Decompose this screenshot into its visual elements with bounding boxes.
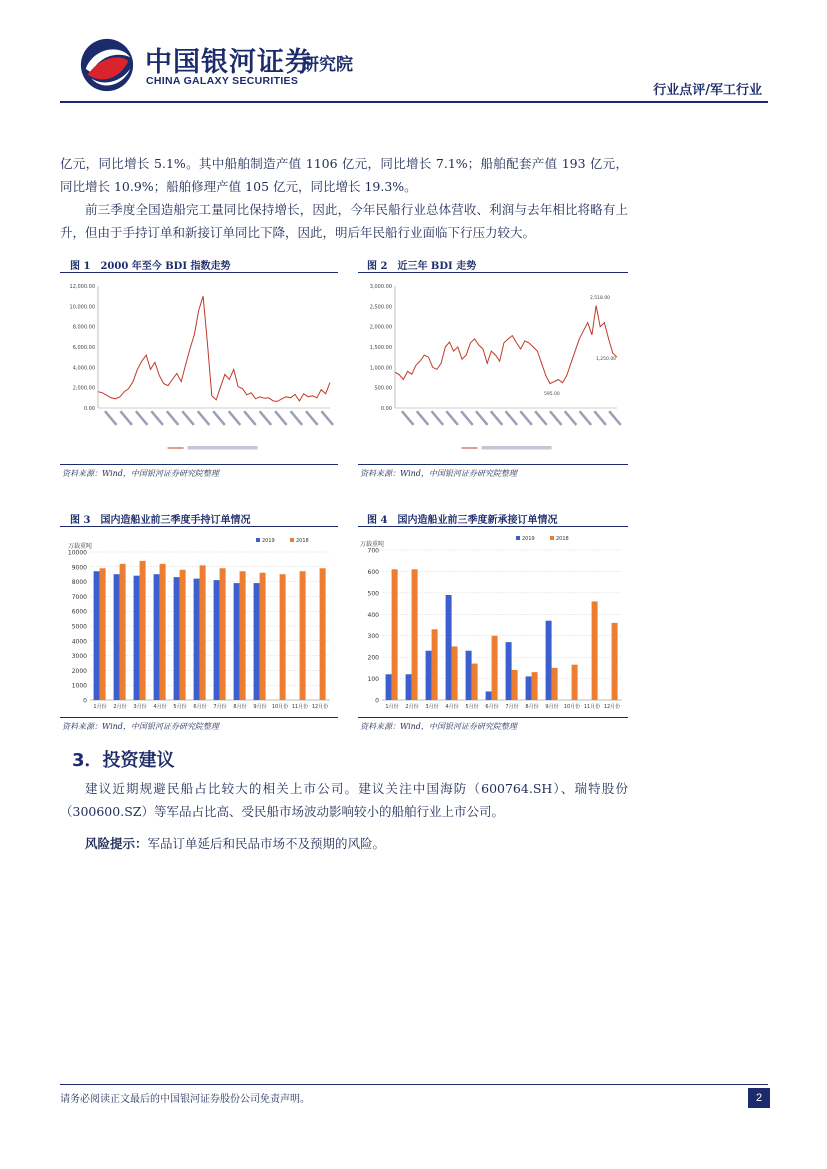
bar-2018 — [180, 570, 186, 700]
risk-text: 军品订单延后和民品市场不及预期的风险。 — [147, 836, 386, 851]
bar-2018 — [532, 672, 538, 700]
x-tick-label: 8月份 — [233, 704, 247, 710]
bar-2018 — [220, 568, 226, 700]
x-tick-label: 12月份 — [311, 704, 329, 710]
y-tick-label: 2000 — [71, 667, 87, 675]
x-tick-label: 5月份 — [465, 704, 479, 710]
legend-label: 2019 — [522, 536, 535, 542]
bar-2018 — [240, 571, 246, 700]
x-tick-label: 1月份 — [93, 704, 107, 710]
bar-2018 — [260, 573, 266, 700]
legend-swatch — [550, 536, 554, 540]
logo-chinese-name: 中国银河证券 — [145, 47, 313, 78]
figure-4-rule — [358, 526, 628, 527]
y-tick-label: 6,000.00 — [72, 345, 95, 351]
risk-label: 风险提示： — [85, 836, 148, 851]
x-tick-label: 7月份 — [505, 704, 519, 710]
x-tick-label: 2月份 — [113, 704, 127, 710]
x-tick-label: 3月份 — [425, 704, 439, 710]
x-tick-label — [259, 410, 272, 425]
x-tick-label — [104, 410, 117, 425]
x-tick-label — [119, 410, 132, 425]
bar-2018 — [280, 574, 286, 700]
y-tick-label: 700 — [367, 547, 379, 555]
x-tick-label: 8月份 — [525, 704, 539, 710]
bar-2019 — [214, 580, 220, 700]
bar-2019 — [194, 579, 200, 700]
y-tick-label: 500 — [367, 590, 379, 598]
y-tick-label: 1000 — [71, 682, 87, 690]
x-tick-label: 1月份 — [385, 704, 399, 710]
x-tick-label — [212, 410, 225, 425]
x-tick-label — [181, 410, 194, 425]
header-divider — [60, 101, 768, 103]
x-tick-label — [150, 410, 163, 425]
figure-4-source: 资料来源：Wind，中国银河证券研究院整理 — [360, 722, 517, 731]
bdi-series-line — [395, 306, 617, 384]
paragraph-output-value: 亿元，同比增长 5.1%。其中船舶制造产值 1106 亿元，同比增长 7.1%；船舶配套产值 193 亿元，同比增长 10.9%；船舶修理产值 105 亿元，同比增长 19.3%。 — [60, 156, 628, 194]
x-tick-label — [519, 410, 532, 425]
legend-swatch — [256, 538, 260, 542]
y-tick-label: 8000 — [71, 579, 87, 587]
y-tick-label: 500.00 — [374, 385, 392, 392]
x-tick-label — [475, 410, 488, 425]
x-tick-label: 11月份 — [291, 704, 309, 710]
bar-2018 — [120, 564, 126, 700]
figure-3-source: 资料来源：Wind，中国银河证券研究院整理 — [62, 722, 219, 731]
y-tick-label: 4,000.00 — [72, 365, 95, 372]
paragraph-recommendation: 建议近期规避民船占比较大的相关上市公司。建议关注中国海防（600764.SH）、瑞特股份（300600.SZ）等军品占比高、受民船市场波动影响较小的船舶行业上市公司。 — [60, 781, 628, 819]
bar-2018 — [200, 565, 206, 700]
x-tick-label: 4月份 — [445, 704, 459, 710]
bar-2018 — [392, 569, 398, 700]
legend-label: 2019 — [262, 538, 275, 544]
figure-4-new-orders-chart — [358, 530, 628, 714]
x-tick-label — [166, 410, 179, 425]
bar-2019 — [254, 583, 260, 700]
x-tick-label — [197, 410, 210, 425]
figure-4-bottom-rule — [358, 717, 628, 718]
legend-label — [188, 446, 258, 450]
x-tick-label — [549, 410, 562, 425]
x-tick-label — [579, 410, 592, 425]
y-tick-label: 0 — [83, 697, 87, 705]
figure-3-bottom-rule — [60, 717, 338, 718]
x-tick-label: 2月份 — [405, 704, 419, 710]
data-label: 1,250.00 — [596, 357, 617, 362]
y-tick-label: 9000 — [71, 564, 87, 572]
y-tick-label: 5000 — [71, 623, 87, 631]
figure-2-bdi-chart — [358, 276, 628, 460]
bar-2019 — [446, 595, 452, 700]
y-tick-label: 1,500.00 — [369, 345, 392, 351]
legend-swatch — [290, 538, 294, 542]
y-tick-label: 2,500.00 — [369, 304, 392, 311]
x-tick-label: 10月份 — [271, 704, 289, 710]
x-tick-label: 11月份 — [583, 704, 601, 710]
y-tick-label: 1,000.00 — [369, 365, 392, 372]
figure-2-title: 图 2 近三年 BDI 走势 — [367, 261, 477, 272]
x-tick-label — [505, 410, 518, 425]
bar-2019 — [546, 621, 552, 700]
bar-2019 — [466, 651, 472, 700]
x-tick-label: 9月份 — [545, 704, 559, 710]
bar-2019 — [486, 691, 492, 700]
bar-2019 — [94, 571, 100, 700]
x-tick-label — [431, 410, 444, 425]
y-tick-label: 8,000.00 — [72, 324, 95, 331]
y-tick-label: 6000 — [71, 608, 87, 616]
bar-2019 — [134, 576, 140, 700]
figure-2-bottom-rule — [358, 464, 628, 465]
y-tick-label: 0.00 — [380, 406, 392, 412]
bar-2018 — [512, 670, 518, 700]
x-tick-label — [490, 410, 503, 425]
report-category: 行业点评/军工行业 — [653, 83, 762, 98]
institute-name: 研究院 — [302, 55, 353, 75]
bar-2019 — [154, 574, 160, 700]
x-tick-label: 6月份 — [485, 704, 499, 710]
y-tick-label: 300 — [367, 633, 379, 641]
bar-2019 — [506, 642, 512, 700]
x-tick-label — [416, 410, 429, 425]
legend-label: 2018 — [556, 536, 569, 542]
figure-1-bdi-chart — [60, 276, 340, 460]
x-tick-label — [290, 410, 303, 425]
bdi-series-line — [98, 296, 330, 401]
bar-2018 — [612, 623, 618, 700]
bar-2019 — [114, 574, 120, 700]
x-tick-label — [445, 410, 458, 425]
y-tick-label: 200 — [367, 654, 379, 662]
y-tick-label: 10000 — [67, 549, 87, 557]
bar-2019 — [426, 651, 432, 700]
bar-2018 — [320, 568, 326, 700]
x-tick-label — [228, 410, 241, 425]
bar-2018 — [300, 571, 306, 700]
figure-1-title: 图 1 2000 年至今 BDI 指数走势 — [70, 261, 231, 272]
legend-label: 2018 — [296, 538, 309, 544]
section-title: 3．投资建议 — [72, 750, 175, 771]
paragraph-risk — [60, 832, 628, 855]
bar-2018 — [412, 569, 418, 700]
page-number: 2 — [748, 1088, 770, 1108]
bar-2018 — [552, 668, 558, 700]
y-tick-label: 400 — [367, 611, 379, 619]
figure-3-orders-chart — [60, 530, 340, 714]
x-tick-label — [274, 410, 287, 425]
x-tick-label — [321, 410, 334, 425]
figure-4-title: 图 4 国内造船业前三季度新承接订单情况 — [367, 515, 558, 526]
x-tick-label: 10月份 — [563, 704, 581, 710]
x-tick-label — [243, 410, 256, 425]
y-tick-label: 12,000.00 — [69, 284, 95, 290]
x-tick-label: 4月份 — [153, 704, 167, 710]
y-tick-label: 2,000.00 — [72, 385, 95, 392]
x-tick-label — [608, 410, 621, 425]
y-tick-label: 100 — [367, 676, 379, 684]
paragraph-outlook: 前三季度全国造船完工量同比保持增长，因此，今年民船行业总体营收、利润与去年相比将略有上升，但由于手持订单和新接订单同比下降，因此，明后年民船行业面临下行压力较大。 — [60, 202, 628, 240]
y-unit-label: 万载重吨 — [360, 541, 385, 548]
figure-1-bottom-rule — [60, 464, 338, 465]
figure-1-rule — [60, 272, 338, 273]
x-tick-label — [534, 410, 547, 425]
y-tick-label: 3,000.00 — [369, 284, 392, 290]
bar-2019 — [406, 674, 412, 700]
page-header — [60, 28, 768, 102]
legend-label — [482, 446, 552, 450]
figure-2-rule — [358, 272, 628, 273]
bar-2018 — [100, 568, 106, 700]
x-tick-label: 7月份 — [213, 704, 227, 710]
y-tick-label: 0.00 — [83, 406, 95, 412]
galaxy-logo-icon — [78, 36, 136, 94]
bar-2018 — [452, 646, 458, 700]
footer-disclaimer: 请务必阅读正文最后的中国银河证券股份公司免责声明。 — [60, 1094, 310, 1105]
x-tick-label: 9月份 — [253, 704, 267, 710]
bar-2018 — [472, 664, 478, 700]
y-tick-label: 600 — [367, 568, 379, 576]
x-tick-label — [564, 410, 577, 425]
footer-divider — [60, 1084, 768, 1085]
y-tick-label: 4000 — [71, 638, 87, 646]
bar-2019 — [174, 577, 180, 700]
y-unit-label: 万载重吨 — [68, 543, 93, 550]
bar-2018 — [572, 665, 578, 700]
y-tick-label: 7000 — [71, 593, 87, 601]
y-tick-label: 2,000.00 — [369, 324, 392, 331]
x-tick-label — [593, 410, 606, 425]
bar-2018 — [492, 636, 498, 700]
figure-3-rule — [60, 526, 338, 527]
figure-2-source: 资料来源：Wind，中国银河证券研究院整理 — [360, 469, 517, 478]
bar-2018 — [432, 629, 438, 700]
x-tick-label — [401, 410, 414, 425]
logo-english-name: CHINA GALAXY SECURITIES — [146, 75, 299, 87]
x-tick-label: 12月份 — [603, 704, 621, 710]
y-tick-label: 10,000.00 — [69, 304, 95, 311]
bar-2019 — [386, 674, 392, 700]
x-tick-label: 5月份 — [173, 704, 187, 710]
bar-2018 — [160, 564, 166, 700]
bar-2019 — [234, 583, 240, 700]
x-tick-label: 6月份 — [193, 704, 207, 710]
figure-3-title: 图 3 国内造船业前三季度手持订单情况 — [70, 515, 251, 526]
x-tick-label — [135, 410, 148, 425]
x-tick-label — [460, 410, 473, 425]
bar-2019 — [526, 676, 532, 700]
data-label: 595.00 — [544, 392, 560, 397]
legend-swatch — [516, 536, 520, 540]
x-tick-label: 3月份 — [133, 704, 147, 710]
bar-2018 — [140, 561, 146, 700]
bar-2018 — [592, 601, 598, 700]
y-tick-label: 0 — [375, 697, 379, 705]
figure-1-source: 资料来源：Wind，中国银河证券研究院整理 — [62, 469, 219, 478]
x-tick-label — [305, 410, 318, 425]
data-label: 2,518.00 — [590, 296, 611, 301]
y-tick-label: 3000 — [71, 653, 87, 661]
